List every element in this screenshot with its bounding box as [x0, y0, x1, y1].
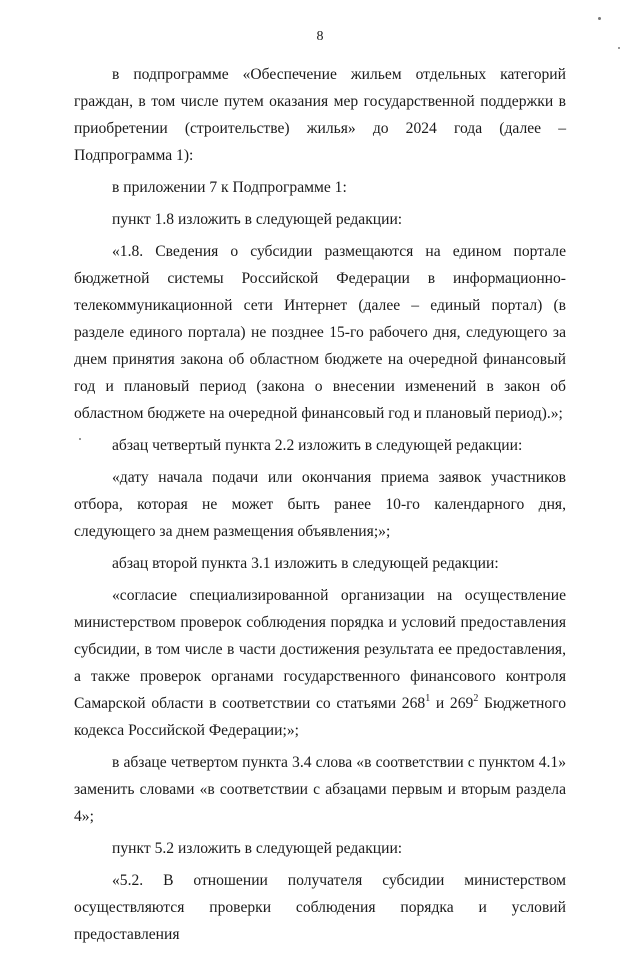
paragraph-point-3-4: в абзаце четвертом пункта 3.4 слова «в соответствии с пунктом 4.1» заменить словами «в соответствии с абзацами первым и вторым раздела 4»; [74, 754, 566, 825]
superscript-1: 1 [425, 692, 431, 704]
p8-before: «согласие специализированной организации на осуществление министерством проверок соблюдения порядка и условий предоставления субсидии, в том числе в части достижения результата ее предоставления, а также проверок органами государственного финансового контроля Самарской области в соответствии со статьями 268 [74, 587, 566, 712]
paragraph-point-2-2-text: «дату начала подачи или окончания приема заявок участников отбора, которая не может быть ранее 10-го календарного дня, следующего за днем размещения объявления;»; [74, 469, 566, 540]
paragraph-point-2-2-intro: абзац четвертый пункта 2.2 изложить в следующей редакции: [112, 437, 523, 454]
p8-after: Бюджетного кодекса Российской Федерации;»; [74, 695, 566, 739]
paragraph-point-1-8-text: «1.8. Сведения о субсидии размещаются на едином портале бюджетной системы Российской Федерации в информационно-телекоммуникационной сети Интернет (далее – единый портал) (в разделе единого портала) не позднее 15-го рабочего дня, следующего за днем принятия закона об областном бюджете на очередной финансовый год и плановый период (закона о внесении изменений в закон об областном бюджете на очередной финансовый год и плановый период).»; [74, 243, 566, 422]
paragraph-point-3-1-intro: абзац второй пункта 3.1 изложить в следующей редакции: [112, 555, 499, 572]
paragraph-appendix: в приложении 7 к Подпрограмме 1: [112, 179, 347, 196]
paragraph-subprogram: в подпрограмме «Обеспечение жильем отдельных категорий граждан, в том числе путем оказания мер государственной поддержки в приобретении (строительстве) жилья» до 2024 года (далее – Подпрограмма 1): [74, 66, 566, 164]
p8-mid: и 269 [430, 695, 474, 712]
superscript-2: 2 [473, 692, 479, 704]
scan-speck [618, 47, 620, 49]
scan-speck [598, 17, 601, 20]
document-body [74, 61, 566, 953]
page-number: 8 [316, 29, 324, 44]
paragraph-point-5-2-text: «5.2. В отношении получателя субсидии министерством осуществляются проверки соблюдения порядка и условий предоставления [74, 872, 566, 943]
scan-speck [79, 438, 81, 440]
paragraph-point-3-1-text [74, 582, 566, 744]
paragraph-point-1-8-intro: пункт 1.8 изложить в следующей редакции: [112, 211, 403, 228]
paragraph-point-5-2-intro: пункт 5.2 изложить в следующей редакции: [112, 840, 403, 857]
